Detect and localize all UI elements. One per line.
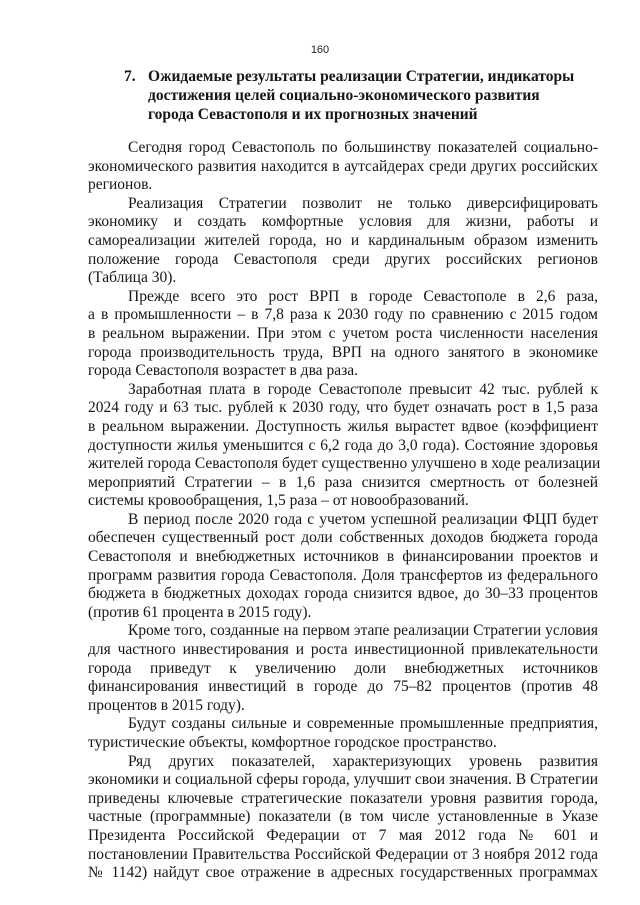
paragraph-line: частные (программные) показатели (в том числе установленные в Указе <box>88 808 598 826</box>
paragraph-line: Будут созданы сильные и современные промышленные предприятия, <box>128 715 598 733</box>
paragraph-line: процентов в 2015 году). <box>88 696 245 714</box>
paragraph-line: мероприятий Стратегии – в 1,6 раза снизится смертность от болезней <box>88 473 598 491</box>
paragraph-line: В период после 2020 года с учетом успешной реализации ФЦП будет <box>128 510 598 528</box>
section-heading-line: достижения целей социально-экономического развития <box>148 87 540 104</box>
paragraph <box>88 511 598 623</box>
section-heading-line: Ожидаемые результаты реализации Стратегии, индикаторы <box>148 68 575 85</box>
paragraph-line: Кроме того, созданные на первом этапе реализации Стратегии условия <box>128 622 598 640</box>
page-number: 160 <box>310 44 330 56</box>
paragraph <box>88 380 601 511</box>
paragraph-line: обеспечен существенный рост доли собственных доходов бюджета города <box>88 529 598 547</box>
paragraph-line: постановлении Правительства Российской Федерации от 3 ноября 2012 года <box>88 845 598 863</box>
paragraph-line: туристические объекты, комфортное городское пространство. <box>88 734 497 751</box>
paragraph-line: Сегодня город Севастополь по большинству показателей социально- <box>128 139 598 156</box>
paragraph-line: системы кровообращения, 1,5 раза – от новообразований. <box>88 492 469 510</box>
paragraph-line: Заработная плата в городе Севастополе превысит 42 тыс. рублей к <box>128 380 598 398</box>
paragraph-line: Прежде всего это рост ВРП в городе Севастополе в 2,6 раза, <box>128 287 598 305</box>
section-number: 7. <box>124 68 136 85</box>
paragraph-line: экономики и социальной сферы города, улучшит свои значения. В Стратегии <box>88 771 598 789</box>
paragraph <box>88 753 598 883</box>
paragraph <box>88 715 598 752</box>
paragraph-line: самореализации жителей города, но и кардинальным образом изменить <box>88 231 598 249</box>
paragraph-line: в реальном выражении. При этом с учетом роста численности населения <box>88 324 598 342</box>
paragraph <box>88 288 598 381</box>
paragraph-line: № 1142) найдут свое отражение в адресных государственных программах <box>88 864 598 882</box>
paragraph-line: 2024 году и 63 тыс. рублей к 2030 году, что будет означать рост в 1,5 раза <box>88 399 598 417</box>
paragraph <box>88 622 598 715</box>
paragraph-line: (против 61 процента в 2015 году). <box>88 603 312 621</box>
document-body <box>88 139 601 883</box>
paragraph-line: программ развития города Севастополя. Доля трансфертов из федерального <box>88 566 598 584</box>
paragraph-line: города производительность труда, ВРП на одного занятого в экономике <box>88 343 598 361</box>
paragraph <box>88 139 598 195</box>
paragraph-line: положение города Севастополя среди других российских регионов <box>88 250 598 268</box>
paragraph-line: Ряд других показателей, характеризующих уровень развития <box>128 752 598 770</box>
section-heading <box>124 67 575 124</box>
paragraph-line: города приведут к увеличению доли внебюджетных источников <box>88 659 598 677</box>
paragraph <box>88 195 598 288</box>
paragraph-line: регионов. <box>88 176 153 194</box>
paragraph-line: экономического развития находится в аутсайдерах среди других российских <box>88 157 598 175</box>
paragraph-line: а в промышленности – в 7,8 раза к 2030 году по сравнению с 2015 годом <box>88 306 598 324</box>
section-heading-line: города Севастополя и их прогнозных значений <box>148 106 478 123</box>
paragraph-line: города Севастополя возрастет в два раза. <box>88 362 358 380</box>
paragraph-line: для частного инвестирования и роста инвестиционной привлекательности <box>88 641 598 659</box>
paragraph-line: приведены ключевые стратегические показатели уровня развития города, <box>88 789 598 807</box>
paragraph-line: доступности жилья уменьшится с 6,2 года до 3,0 года). Состояние здоровья <box>88 436 598 454</box>
paragraph-line: экономику и создать комфортные условия для жизни, работы и <box>88 213 598 231</box>
paragraph-line: в реальном выражении. Доступность жилья вырастет вдвое (коэффициент <box>88 417 598 435</box>
paragraph-line: Президента Российской Федерации от 7 мая 2012 года № 601 и <box>88 826 598 844</box>
paragraph-line: финансирования инвестиций в городе до 75–82 процентов (против 48 <box>88 678 598 696</box>
paragraph-line: бюджета в бюджетных доходах города снизится вдвое, до 30–33 процентов <box>88 585 598 603</box>
paragraph-line: Севастополя и внебюджетных источников в финансировании проектов и <box>88 548 598 566</box>
paragraph-line: жителей города Севастополя будет существенно улучшено в ходе реализации <box>88 455 601 473</box>
paragraph-line: Реализация Стратегии позволит не только диверсифицировать <box>128 194 598 212</box>
paragraph-line: (Таблица 30). <box>88 269 177 287</box>
